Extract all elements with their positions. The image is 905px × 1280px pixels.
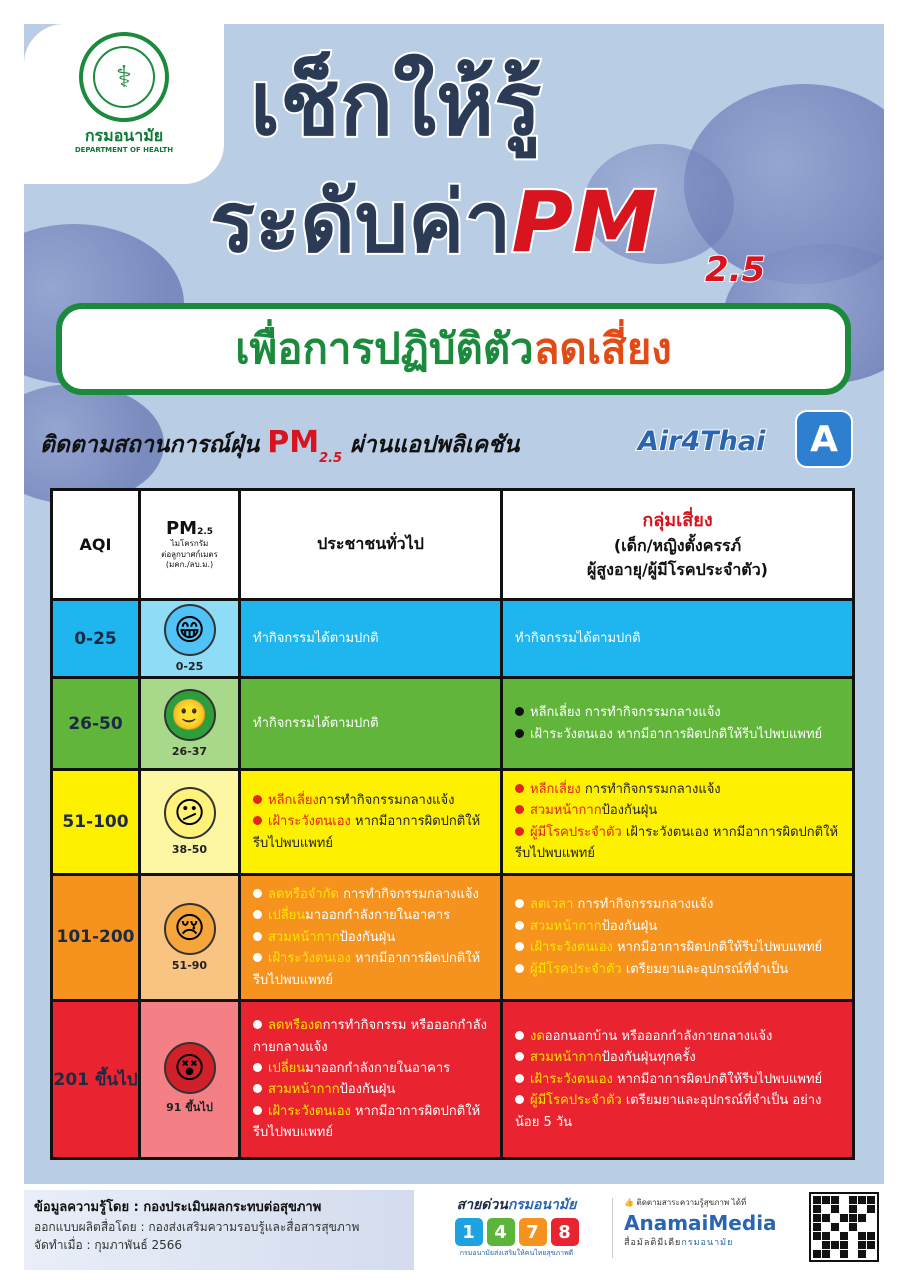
advice-text: หากมีอาการผิดปกติให้รีบไปพบแพทย์: [253, 1103, 481, 1141]
advice-highlight: สวมหน้ากาก: [530, 1050, 602, 1066]
face-icon: 😁: [164, 604, 216, 656]
advice-text: มาออกกำลังกายในอาคาร: [305, 1061, 451, 1076]
footer: [24, 1190, 884, 1270]
title-line2: [210, 173, 657, 271]
title-line1: เช็กให้รู้: [250, 52, 542, 155]
table-header-row: [52, 490, 854, 600]
advice-item: [253, 1079, 488, 1100]
general-advice: [240, 770, 502, 875]
advice-text: ออกนอกบ้าน หรือออกกำลังกายกลางแจ้ง: [544, 1028, 773, 1044]
aqi-range: 201 ขึ้นไป: [52, 1000, 140, 1158]
tracking-prefix: ติดตามสถานการณ์ฝุ่น: [40, 432, 260, 458]
advice-text: หากมีอาการผิดปกติให้รีบไปพบแพทย์: [253, 814, 481, 851]
advice-item: [253, 1101, 488, 1144]
bullet-icon: [253, 1106, 262, 1115]
advice-item: [515, 724, 840, 745]
pm-cell: [140, 678, 240, 770]
advice-item: [515, 702, 840, 723]
advice-highlight: เฝ้าระวังตนเอง: [530, 940, 613, 956]
advice-highlight: สวมหน้ากาก: [268, 1082, 340, 1098]
advice-text: ป้องกันฝุ่น: [339, 929, 396, 945]
risk-advice: [502, 678, 854, 770]
advice-highlight: สวมหน้ากาก: [530, 803, 602, 819]
face-icon: 🙂: [164, 689, 216, 741]
hotline-digit: 4: [487, 1218, 515, 1246]
risk-advice: [502, 600, 854, 678]
advice-highlight: เฝ้าระวังตนเอง: [268, 814, 351, 830]
advice-text: ป้องกันฝุ่น: [339, 1082, 396, 1098]
advice-item: [515, 1090, 840, 1133]
pm-range: 38-50: [171, 843, 208, 857]
advice-item: [253, 948, 488, 991]
brand-sub-prefix: สื่อมัลติมีเดีย: [624, 1238, 682, 1248]
bullet-icon: [515, 942, 524, 951]
face-icon: 😵: [164, 1042, 216, 1094]
header-risk-line3: ผู้สูงอายุ/ผู้มีโรคประจำตัว): [587, 559, 768, 579]
risk-advice: [502, 874, 854, 1000]
aqi-range: 101-200: [52, 874, 140, 1000]
brand-sub-org: กรมอนามัย: [681, 1238, 734, 1248]
bullet-icon: [253, 795, 262, 804]
advice-highlight: เปลี่ยน: [268, 1061, 306, 1076]
header-pm: [140, 490, 240, 600]
air4thai-label: Air4Thai: [638, 426, 766, 457]
table-row: [52, 678, 854, 770]
advice-highlight: ผู้มีโรคประจำตัว: [530, 1093, 622, 1109]
logo-name-th: กรมอนามัย: [84, 126, 164, 145]
pm-range: 91 ขึ้นไป: [166, 1101, 213, 1115]
follow-text: ติดตามสาระความรู้สุขภาพ ได้ที่: [636, 1198, 747, 1207]
bullet-icon: [253, 889, 262, 898]
advice-item: [515, 894, 840, 915]
advice-item: [515, 937, 840, 958]
advice-item: [515, 1026, 840, 1047]
footer-info-label: ข้อมูลความรู้โดย: [34, 1200, 130, 1215]
advice-text: การทำกิจกรรมกลางแจ้ง: [318, 792, 455, 808]
bullet-icon: [515, 1052, 524, 1061]
table-row: [52, 1000, 854, 1158]
header-risk-title: กลุ่มเสี่ยง: [642, 510, 713, 532]
bullet-icon: [515, 729, 524, 738]
bullet-icon: [515, 827, 524, 836]
pm-cell: [140, 1000, 240, 1158]
advice-text: การทำกิจกรรม หรือออกกำลังกายกลางแจ้ง: [253, 1018, 487, 1055]
header-pm-sub: 2.5: [197, 527, 214, 538]
bullet-icon: [515, 707, 524, 716]
advice-text: การทำกิจกรรมกลางแจ้ง: [339, 886, 479, 902]
title-pm-subscript: 2.5: [705, 250, 766, 290]
footer-credits: [24, 1190, 414, 1270]
bullet-icon: [253, 910, 262, 919]
ministry-logo: [24, 24, 224, 184]
advice-text: การทำกิจกรรมกลางแจ้ง: [580, 705, 721, 721]
pm-cell: [140, 770, 240, 875]
advice-text: ป้องกันฝุ่น: [601, 918, 658, 934]
advice-highlight: หลีกเลี่ยง: [530, 705, 581, 721]
bullet-icon: [515, 1095, 524, 1104]
header-pm-unit-1: ไมโครกรัม: [170, 539, 209, 549]
bullet-icon: [253, 953, 262, 962]
advice-text: หากมีอาการผิดปกติให้รีบไปพบแพทย์: [612, 726, 823, 742]
advice-text: ทำกิจกรรมได้ตามปกติ: [515, 630, 641, 646]
table-row: [52, 600, 854, 678]
hotline-digits: [429, 1218, 604, 1246]
bullet-icon: [515, 921, 524, 930]
advice-highlight: งด: [530, 1028, 545, 1044]
tracking-pm-sub: 2.5: [319, 451, 343, 466]
advice-highlight: สวมหน้ากาก: [530, 918, 602, 934]
general-advice: [240, 1000, 502, 1158]
advice-highlight: สวมหน้ากาก: [268, 929, 340, 945]
pm-cell: [140, 874, 240, 1000]
risk-advice: [502, 1000, 854, 1158]
pm-cell: [140, 600, 240, 678]
advice-text: ทำกิจกรรมได้ตามปกติ: [253, 630, 379, 646]
tracking-suffix: ผ่านแอปพลิเคชัน: [350, 432, 520, 458]
brand-name: AnamaiMedia: [624, 1211, 777, 1235]
header-pm-unit-2: ต่อลูกบาศก์เมตร: [161, 549, 218, 559]
hotline-digit: 7: [519, 1218, 547, 1246]
general-advice: [240, 678, 502, 770]
hotline-digit: 8: [551, 1218, 579, 1246]
footer-date-label: จัดทำเมื่อ: [34, 1237, 83, 1252]
header-aqi: AQI: [52, 490, 140, 600]
general-advice: [240, 874, 502, 1000]
advice-item: [253, 628, 488, 649]
banner-green-text: เพื่อการปฏิบัติตัว: [235, 324, 534, 373]
header-pm-label: PM: [165, 518, 198, 540]
action-banner: [56, 303, 851, 395]
banner-red-text: ลดเสี่ยง: [533, 324, 672, 373]
footer-design-label: ออกแบบผลิตสื่อโดย: [34, 1219, 137, 1234]
risk-advice: [502, 770, 854, 875]
bullet-icon: [515, 964, 524, 973]
bullet-icon: [253, 1063, 262, 1072]
advice-text: เฝ้าระวังตนเอง หากมีอาการผิดปกติให้รีบไปพบแพทย์: [515, 824, 839, 862]
advice-text: หากมีอาการผิดปกติให้รีบไปพบแพทย์: [612, 1071, 823, 1087]
advice-item: [515, 628, 840, 649]
advice-item: [515, 1069, 840, 1090]
anamai-media-block: [624, 1196, 804, 1249]
advice-item: [253, 811, 488, 854]
hotline-org: กรมอนามัย: [507, 1197, 577, 1213]
advice-highlight: เปลี่ยน: [268, 908, 306, 924]
advice-item: [253, 1058, 488, 1079]
advice-highlight: เฝ้าระวังตนเอง: [268, 1103, 351, 1119]
footer-design-value: : กองส่งเสริมความรอบรู้และสื่อสารสุขภาพ: [140, 1219, 360, 1234]
advice-item: [253, 790, 488, 811]
aqi-range: 0-25: [52, 600, 140, 678]
advice-item: [515, 800, 840, 821]
advice-item: [253, 884, 488, 905]
advice-text: เตรียมยาและอุปกรณ์ที่จำเป็น: [621, 961, 789, 977]
hotline-prefix: สายด่วน: [456, 1197, 508, 1213]
advice-highlight: หลีกเลี่ยง: [530, 782, 581, 797]
advice-item: [515, 779, 840, 800]
bullet-icon: [253, 1084, 262, 1093]
header-risk-line2: (เด็ก/หญิงตั้งครรภ์: [613, 536, 742, 556]
table-row: [52, 770, 854, 875]
aqi-range: 51-100: [52, 770, 140, 875]
bullet-icon: [515, 1031, 524, 1040]
header-general: ประชาชนทั่วไป: [240, 490, 502, 600]
advice-highlight: เฝ้าระวังตนเอง: [530, 726, 613, 742]
face-icon: 😕: [164, 787, 216, 839]
logo-name-en: DEPARTMENT OF HEALTH: [74, 146, 174, 154]
face-icon: 😢: [164, 903, 216, 955]
advice-highlight: ลดหรือจำกัด: [268, 886, 339, 902]
pm-range: 26-37: [171, 745, 208, 758]
advice-text: การทำกิจกรรมกลางแจ้ง: [573, 897, 714, 913]
hotline-block: [429, 1194, 604, 1259]
qr-code-icon[interactable]: [809, 1192, 879, 1262]
advice-text: ป้องกันฝุ่น: [601, 803, 658, 819]
aqi-range: 26-50: [52, 678, 140, 770]
advice-highlight: ลดหรืองด: [268, 1018, 323, 1034]
hotline-sub: กรมอนามัยส่งเสริมให้คนไทยสุขภาพดี: [459, 1249, 574, 1257]
hotline-digit: 1: [455, 1218, 483, 1246]
footer-divider: [612, 1198, 613, 1258]
advice-item: [515, 959, 840, 980]
bullet-icon: [253, 1020, 262, 1029]
advice-highlight: ลดเวลา: [530, 897, 574, 913]
advice-item: [253, 713, 488, 734]
pm-range: 51-90: [171, 958, 208, 972]
bullet-icon: [515, 805, 524, 814]
tracking-pm: PM: [267, 425, 320, 460]
advice-item: [515, 916, 840, 937]
advice-text: หากมีอาการผิดปกติให้รีบไปพบแพทย์: [253, 951, 481, 988]
bullet-icon: [253, 932, 262, 941]
advice-item: [515, 1047, 840, 1068]
advice-text: หากมีอาการผิดปกติให้รีบไปพบแพทย์: [612, 940, 823, 956]
bullet-icon: [515, 1074, 524, 1083]
advice-item: [515, 822, 840, 865]
air4thai-app-icon: A: [795, 410, 853, 468]
bullet-icon: [515, 899, 524, 908]
header-pm-unit-3: (มคก./ลบ.ม.): [165, 560, 214, 570]
ministry-seal-icon: ⚕: [79, 32, 169, 122]
tracking-line: [40, 425, 520, 466]
advice-highlight: ผู้มีโรคประจำตัว: [530, 961, 622, 977]
pm-range: 0-25: [175, 660, 204, 673]
advice-highlight: ผู้มีโรคประจำตัว: [530, 824, 622, 840]
advice-text: มาออกกำลังกายในอาคาร: [305, 908, 451, 924]
advice-text: เตรียมยาและอุปกรณ์ที่จำเป็น อย่างน้อย 5 วัน: [515, 1093, 822, 1130]
advice-text: ทำกิจกรรมได้ตามปกติ: [253, 715, 379, 731]
bullet-icon: [253, 816, 262, 825]
bullet-icon: [515, 784, 524, 793]
advice-highlight: เฝ้าระวังตนเอง: [268, 951, 351, 967]
table-row: [52, 874, 854, 1000]
advice-highlight: หลีกเลี่ยง: [268, 792, 319, 808]
advice-item: [253, 1015, 488, 1058]
advice-highlight: เฝ้าระวังตนเอง: [530, 1071, 613, 1087]
advice-text: ป้องกันฝุ่นทุกครั้ง: [601, 1050, 696, 1066]
thumbs-up-icon: 👍: [624, 1198, 634, 1207]
title-pm: PM: [511, 173, 657, 271]
advice-item: [253, 927, 488, 948]
title-line2-prefix: ระดับค่า: [210, 173, 512, 271]
footer-date-value: : กุมภาพันธ์ 2566: [86, 1237, 183, 1252]
footer-info-value: : กองประเมินผลกระทบต่อสุขภาพ: [133, 1200, 322, 1215]
general-advice: [240, 600, 502, 678]
advice-item: [253, 905, 488, 926]
advice-text: การทำกิจกรรมกลางแจ้ง: [580, 782, 721, 797]
header-risk: [502, 490, 854, 600]
aqi-table: [50, 488, 855, 1160]
